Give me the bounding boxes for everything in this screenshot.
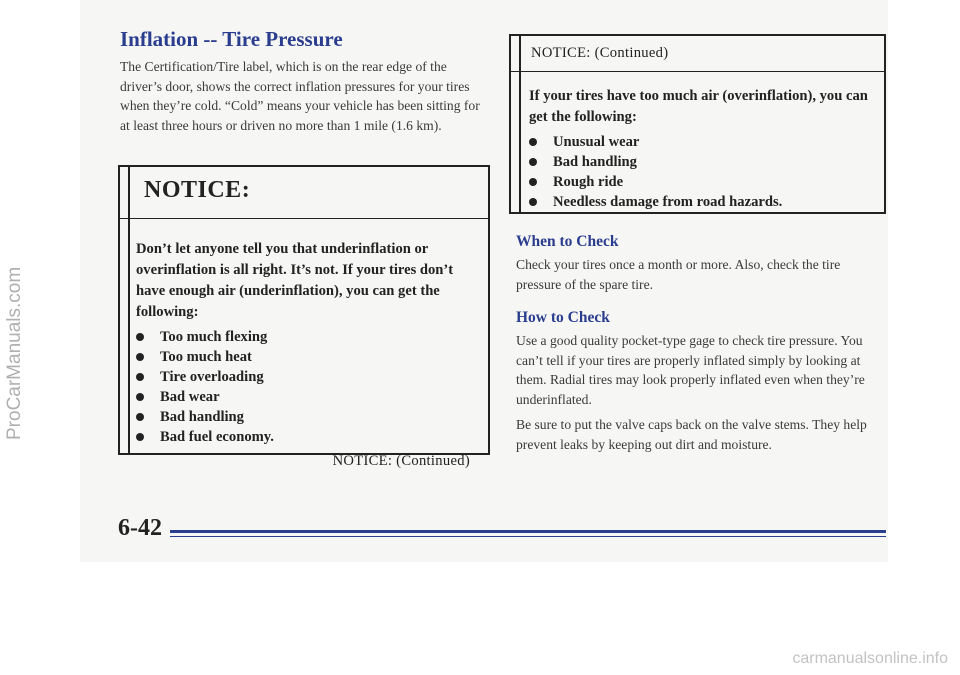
when-to-check-title: When to Check [516,233,619,250]
bullet-icon [136,433,144,441]
left-column [120,26,490,141]
how-to-check-title: How to Check [516,309,610,326]
right-column-text [516,232,886,460]
bullet-icon [529,158,537,166]
bullet-icon [529,178,537,186]
notice-bullet-list [136,327,474,447]
bullet-icon [529,198,537,206]
list-item: Too much flexing [136,327,474,347]
page-number: 6-42 [118,515,162,541]
list-item: Needless damage from road hazards. [529,192,872,212]
list-item: Bad fuel economy. [136,427,474,447]
notice-lead: If your tires have too much air (overinflation), you can get the following: [529,88,868,125]
notice-body [120,219,488,471]
notice-box-right [509,34,886,214]
notice-bullet-list [529,132,872,212]
bullet-icon [136,413,144,421]
bullet-icon [529,138,537,146]
list-item: Unusual wear [529,132,872,152]
list-item: Bad handling [136,407,474,427]
how-to-check-text: Use a good quality pocket-type gage to check tire pressure. You can’t tell if your tires are properly inflated simply by looking at them. Radial tires may look properly inflated even when they’re underinflated. [516,333,865,407]
page-rule-thin [170,536,886,537]
footer-watermark: carmanualsonline.info [792,650,948,667]
notice-header [120,167,488,219]
notice-label: NOTICE: [144,177,251,203]
page-rule [170,530,886,533]
valve-caps-text: Be sure to put the valve caps back on the valve stems. They help prevent leaks by keeping out dirt and moisture. [516,417,867,452]
notice-box-left [118,165,490,469]
notice-lead: Don’t let anyone tell you that underinflation or overinflation is all right. It’s not. If your tires don’t have enough air (underinflation), you can get the following: [136,241,454,320]
side-watermark: ProCarManuals.com [4,266,25,440]
notice-header-divider [519,36,521,72]
notice-header-divider [128,167,130,219]
section-title: Inflation -- Tire Pressure [120,27,343,51]
list-item: Bad handling [529,152,872,172]
bullet-icon [136,333,144,341]
list-item: Bad wear [136,387,474,407]
notice-continued-label: NOTICE: (Continued) [332,453,470,469]
when-to-check-text: Check your tires once a month or more. Also, check the tire pressure of the spare tire. [516,257,841,292]
list-item: Tire overloading [136,367,474,387]
bullet-icon [136,353,144,361]
notice-body-divider [519,72,521,214]
notice-body [511,72,884,212]
intro-paragraph: The Certification/Tire label, which is on the rear edge of the driver’s door, shows the correct inflation pressures for your tires when they’re cold. “Cold” means your vehicle has been sitting for at least three hours or driven no more than 1 mile (1.6 km). [120,59,480,133]
list-item: Rough ride [529,172,872,192]
notice-label: NOTICE: (Continued) [531,45,669,61]
bullet-icon [136,373,144,381]
notice-header [511,36,884,72]
bullet-icon [136,393,144,401]
notice-body-divider [128,219,130,453]
list-item: Too much heat [136,347,474,367]
